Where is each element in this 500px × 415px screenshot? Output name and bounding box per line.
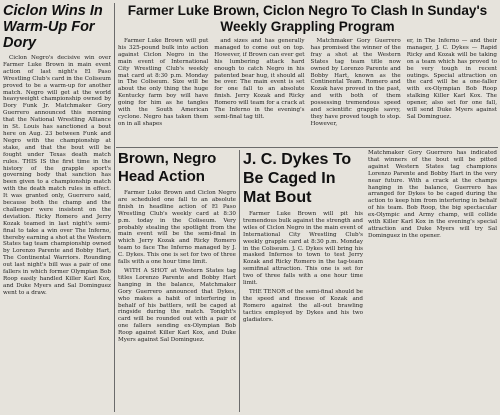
brown-body: Farmer Luke Brown and Ciclon Negro are scheduled one fall to an absolute finish in headline action of El Paso Wrestling Club's weekly card at 8:30 p.m. today in the Coliseum. Very probably stealing the spotlight from the main event will be the semi-final in which Jerry Kozak and Ricky Romero team to face The Inferno managed by J. C. Dykes. This one is set for two of three falls with a one hour time limit. [118,190,236,266]
ciclon-body: Ciclon Negro's decisive win over Farmer Luke Brown in main event action of last night's El Paso Wrestling Club's card in the Coliseum proved to be a warm-up for another match. Negro will get at the world heavyweight championship owned by Dory Funk Jr. Matchmaker Gory Guerrero announced this morning that the National Wrestling Alliance in St. Louis has sanctioned a bout here on Aug. 23 between Funk and Negro with the championship at stake, and that the bout will be fought under Texas death match rules. THIS IS the first time in the history of the grapple sport's governing body that sanction has been given to a championship match with the death match rules in effect. It was granted only, Guerrero said, because both the champ and the challenger were insistent on the deviation. Ricky Romero and Jerry Kozak teamed in last night's semi-final to take a win over The Inferno, thereby earning a shot at the Western States tag team championship owned by Lorenzo Parente and Bobby Hart, The Continental Warriors. Rounding out last night's bill was a pair of one fallers in which former Olympian Bob Roop easily handled Killer Karl Kox, and Duke Myers and Sal Dominguez went to a draw. [3,55,111,296]
clash-headline: Farmer Luke Brown, Ciclon Negro To Clash In Sunday's Weekly Grappling Program [127,3,488,34]
dykes-story [243,150,363,413]
clash-col-2: and sizes and has generally managed to come out on top. However, if Brown can ever get his lumbering attack hard enough to catch Negro in his patented bear hug, it should all be over. The main event is set for one fall to an absolute finish. Jerry Kozak and Ricky Romero will team for a crack at The Inferno in the evening's semi-final tag tilt. [214,38,305,120]
brown-sub: WITH A SHOT at Western States tag titles Lorenzo Parente and Bobby Hart hanging in the balance, Matchmaker Gory Guerrero announced that Dykes, who makes a habit of interfering in behalf of his battlers, will be caged at ringside during the match. Tonight's card will be rounded out with a pair of one fallers sending ex-Olympian Bob Roop against Killer Karl Kox, and Duke Myers against Sal Dominguez. [118,267,236,344]
gory-story [368,150,497,413]
column-rule-left [114,3,115,412]
clash-col-1: Farmer Luke Brown will put his 325-pound bulk into action against Ciclon Negro in the main event of International City Wrestling Club's weekly mat card at 8:30 p.m. Monday in The Coliseum. Size will be about the only thing the huge Kentucky farm boy will have going for him as he tangles with the South American cyclone. Negro has taken them on in all shapes [118,38,209,127]
clash-col-4: er, in The Inferno — and their manager, J. C. Dykes — Rapid Ricky and Kozak will be taking on a team which has proved to be very tough in recent outings. Special attraction on the card will be a one-faller with ex-Olympian Bob Roop stalking Killer Karl Kox. The opener, also set for one fall, will send Duke Myers against Sal Dominguez. [406,38,497,120]
clash-col-3: Matchmaker Gory Guerrero has promised the winner of the fray a shot at the Western States tag team title now owned by Lorenzo Parente and Bobby Hart, known as the Continental Team. Romero and Kozak have proved in the past, and with both of them possessing tremendous speed and scientific grapple savvy, they have proved tough to stop. However, [310,38,401,127]
ciclon-story [3,3,111,413]
brown-story [118,150,236,413]
brown-headline: Brown, Negro Head Action [118,150,217,185]
section-rule [116,147,498,148]
gory-body: Matchmaker Gory Guerrero has indicated that winners of the bout will be pitted against Western States tag champions Lorenzo Parente and Bobby Hart in the very near future. With a crack at the champs hanging in the balance, Guerrero has arranged for Dykes to be caged during the action to keep him from interfering in behalf of his team. Bob Roop, the big spectacular ex-Olympic and Army champ, will collide with Killer Karl Kox in the evening's special attraction and Duke Myers will try Sal Dominguez in the opener. [368,150,497,239]
clash-columns [118,38,497,128]
clash-story [118,3,497,153]
dykes-body: Farmer Luke Brown will pit his tremendous bulk against the strength and wiles of Ciclon Negro in the main event of International City Wrestling Club's weekly grapple card at 8:30 p.m. Monday in the Coliseum. J. C. Dykes will bring his masked Infernos to town to test Jerry Kozak and Ricky Romero in the tag-team semifinal attraction. This one is set for two of three falls with a one hour time limit. [243,211,363,287]
dykes-sub: THE TENOR of the semi-final should be the speed and finesse of Kozak and Romero against the all-out brawling tactics employed by Dykes and his two gladiators. [243,288,363,323]
ciclon-headline: Ciclon Wins In Warm-Up For Dory [3,3,103,51]
column-rule-mid [239,150,240,412]
dykes-headline: J. C. Dykes To Be Caged In Mat Bout [243,151,352,206]
